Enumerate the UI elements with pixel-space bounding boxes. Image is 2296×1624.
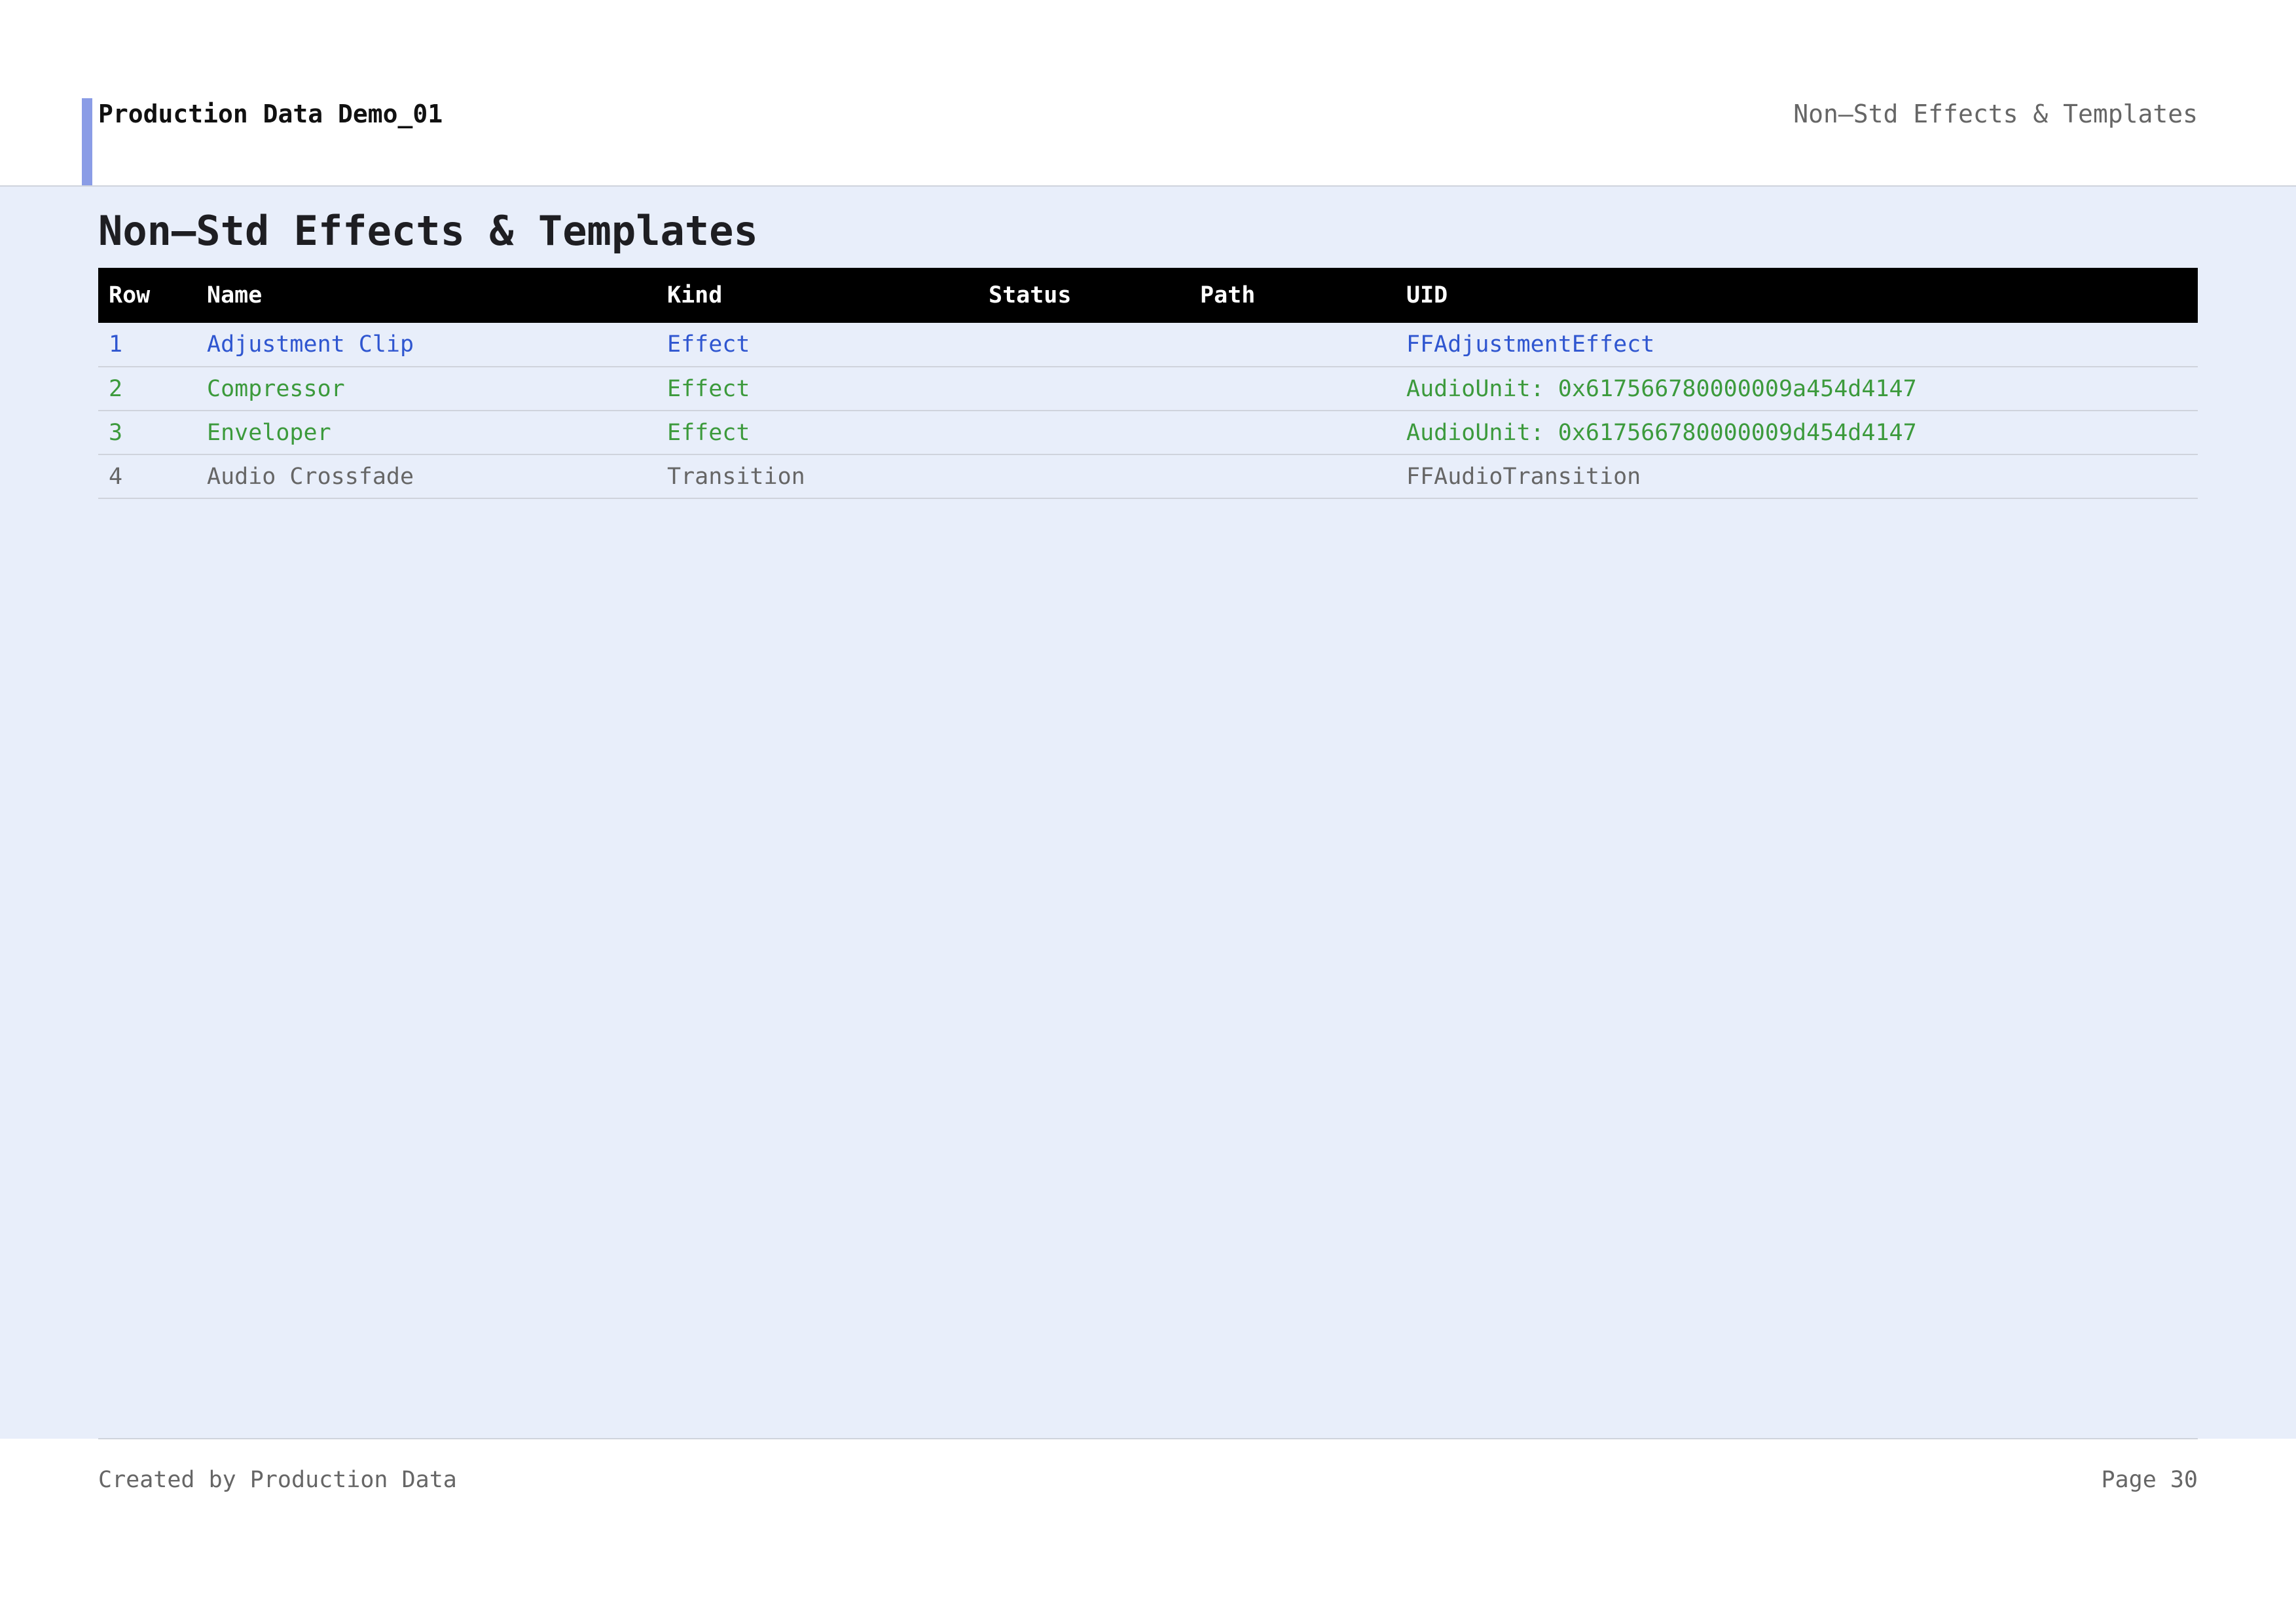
cell-kind: Effect	[657, 367, 978, 411]
page-header	[0, 0, 2296, 185]
footer-page-number: Page 30	[2101, 1467, 2198, 1493]
cell-status	[978, 367, 1190, 411]
cell-name: Audio Crossfade	[196, 454, 657, 498]
cell-status	[978, 323, 1190, 367]
footer-created-by: Created by Production Data	[98, 1467, 457, 1493]
cell-uid: AudioUnit: 0x617566780000009d454d4147	[1396, 411, 2198, 454]
column-header-name: Name	[196, 268, 657, 323]
cell-kind: Effect	[657, 411, 978, 454]
cell-status	[978, 411, 1190, 454]
cell-path	[1190, 323, 1396, 367]
cell-uid: AudioUnit: 0x617566780000009a454d4147	[1396, 367, 2198, 411]
cell-name: Enveloper	[196, 411, 657, 454]
cell-row: 4	[98, 454, 196, 498]
header-section-title: Non—Std Effects & Templates	[1793, 100, 2198, 128]
column-header-path: Path	[1190, 268, 1396, 323]
column-header-row: Row	[98, 268, 196, 323]
table-row	[98, 411, 2198, 454]
cell-row: 2	[98, 367, 196, 411]
column-header-kind: Kind	[657, 268, 978, 323]
page-title: Non—Std Effects & Templates	[98, 207, 758, 255]
cell-row: 3	[98, 411, 196, 454]
cell-uid: FFAudioTransition	[1396, 454, 2198, 498]
cell-kind: Transition	[657, 454, 978, 498]
table-row	[98, 323, 2198, 367]
cell-uid: FFAdjustmentEffect	[1396, 323, 2198, 367]
table-header-row	[98, 268, 2198, 323]
cell-path	[1190, 411, 1396, 454]
column-header-status: Status	[978, 268, 1190, 323]
document-title: Production Data Demo_01	[98, 100, 443, 128]
table-row	[98, 367, 2198, 411]
column-header-uid: UID	[1396, 268, 2198, 323]
footer-divider	[98, 1438, 2198, 1439]
cell-name: Compressor	[196, 367, 657, 411]
page-content	[0, 185, 2296, 1439]
cell-name: Adjustment Clip	[196, 323, 657, 367]
cell-status	[978, 454, 1190, 498]
header-accent-bar	[82, 98, 92, 185]
cell-kind: Effect	[657, 323, 978, 367]
cell-path	[1190, 367, 1396, 411]
cell-row: 1	[98, 323, 196, 367]
cell-path	[1190, 454, 1396, 498]
table-row	[98, 454, 2198, 498]
effects-table	[98, 268, 2198, 499]
